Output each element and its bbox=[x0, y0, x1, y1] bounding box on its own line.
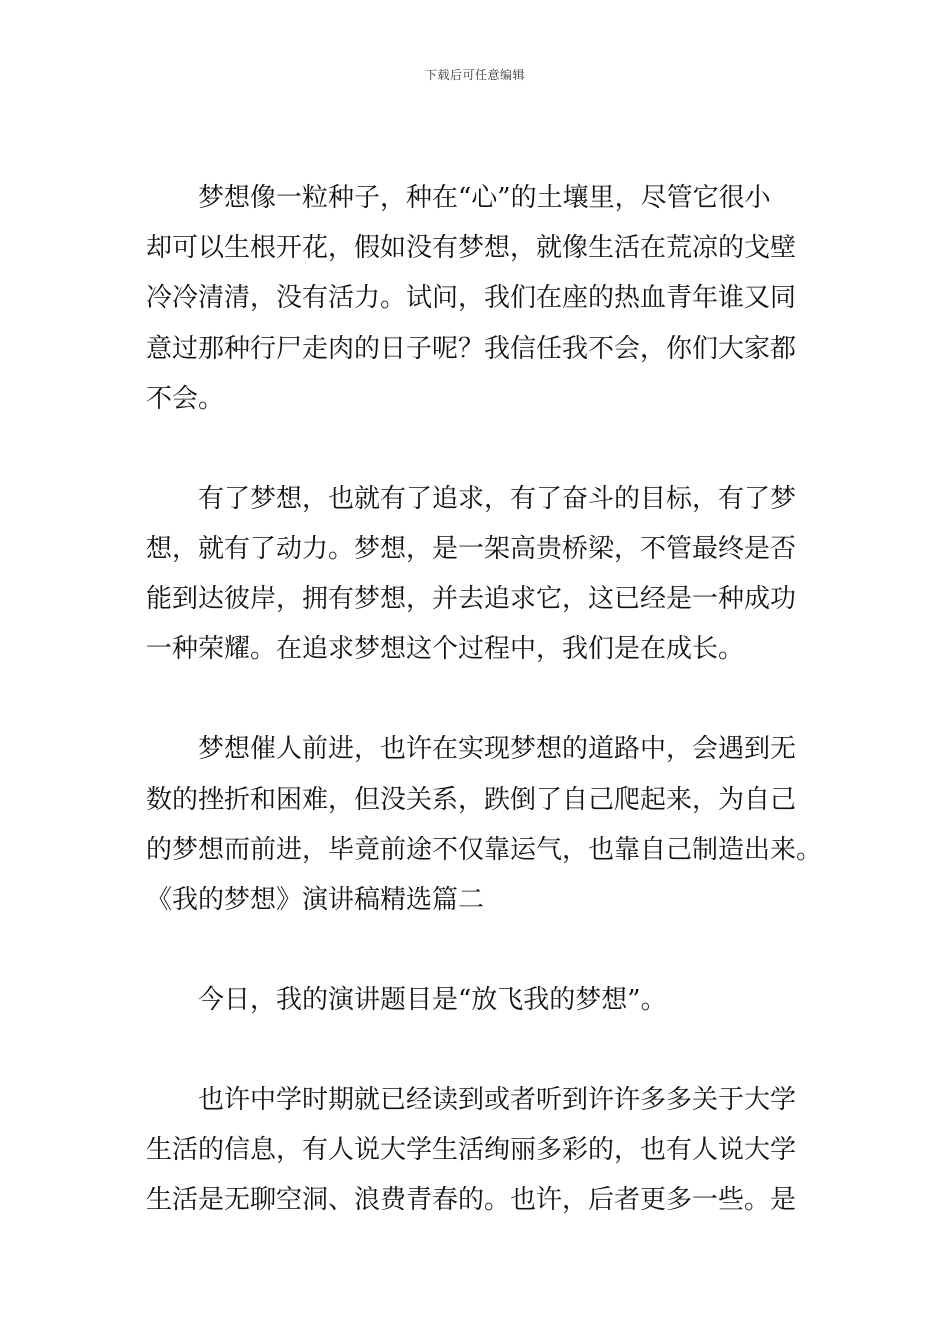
paragraph-line: 梦想催人前进，也许在实现梦想的道路中，会遇到无 bbox=[198, 734, 797, 764]
paragraph-line: 想，就有了动力。梦想，是一架高贵桥梁，不管最终是否 bbox=[146, 534, 797, 564]
paragraph-line: 生活的信息，有人说大学生活绚丽多彩的，也有人说大学 bbox=[146, 1135, 797, 1165]
paragraph-line: 梦想像一粒种子，种在“心”的土壤里，尽管它很小 bbox=[198, 183, 771, 213]
paragraph-line: 数的挫折和困难，但没关系，跌倒了自己爬起来，为自己 bbox=[146, 785, 797, 815]
paragraph-line: 意过那种行尸走肉的日子呢？我信任我不会，你们大家都 bbox=[146, 334, 797, 364]
page-header-note: 下载后可任意编辑 bbox=[424, 68, 525, 82]
paragraph-line: 有了梦想，也就有了追求，有了奋斗的目标，有了梦 bbox=[198, 484, 797, 514]
paragraph-line: 不会。 bbox=[146, 384, 225, 414]
paragraph-line: 能到达彼岸，拥有梦想，并去追求它，这已经是一种成功 bbox=[146, 584, 797, 614]
paragraph-line: 一种荣耀。在追求梦想这个过程中，我们是在成长。 bbox=[146, 634, 745, 664]
paragraph-line: 今日，我的演讲题目是“放飞我的梦想”。 bbox=[198, 985, 667, 1015]
paragraph-line: 却可以生根开花，假如没有梦想，就像生活在荒凉的戈壁 bbox=[146, 233, 797, 263]
paragraph-line: 冷冷清清，没有活力。试问，我们在座的热血青年谁又同 bbox=[146, 283, 797, 313]
paragraph-line: 的梦想而前进，毕竟前途不仅靠运气，也靠自己制造出来。 bbox=[146, 835, 823, 865]
paragraph-line: 也许中学时期就已经读到或者听到许许多多关于大学 bbox=[198, 1085, 797, 1115]
paragraph-line: 生活是无聊空洞、浪费青春的。也许，后者更多一些。是 bbox=[146, 1185, 797, 1215]
section-title: 《我的梦想》演讲稿精选篇二 bbox=[146, 885, 485, 915]
